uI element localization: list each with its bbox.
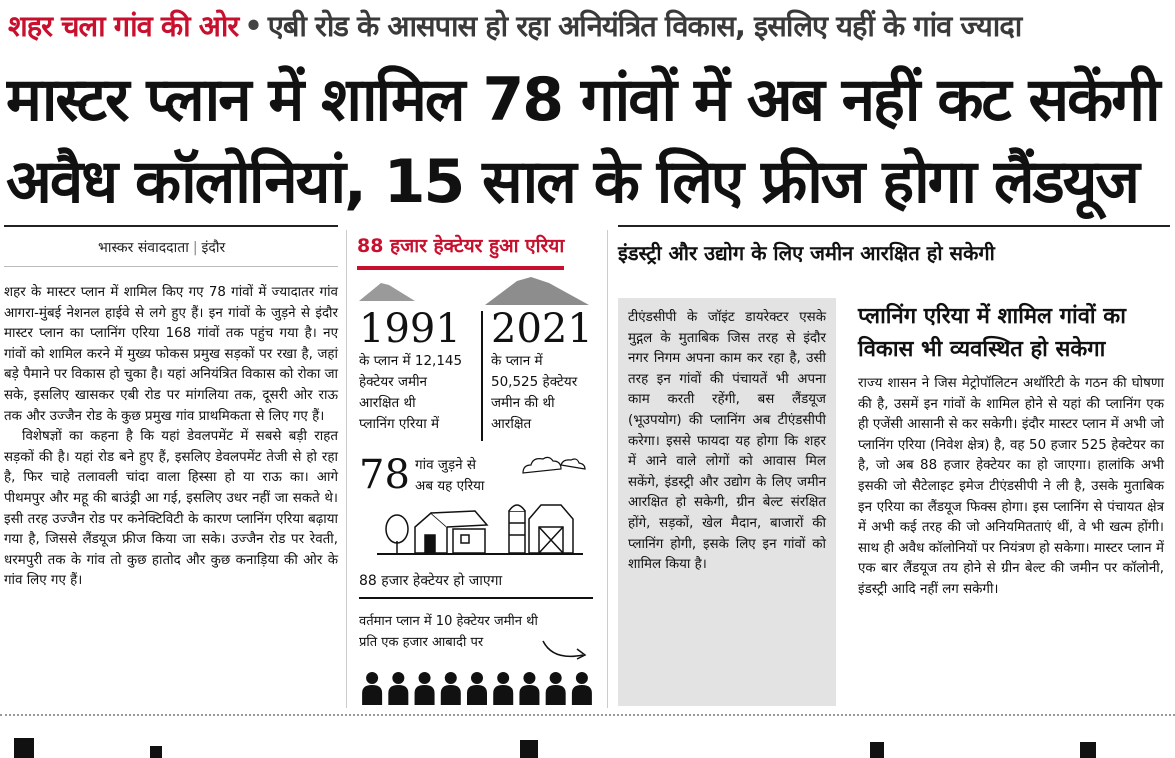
person-icon (362, 672, 382, 705)
column-separator-2 (607, 230, 608, 708)
article-column-1 (4, 283, 338, 592)
infographic-title-text: 88 हजार हेक्टेयर हुआ एरिया (357, 226, 564, 270)
article-paragraph-2: विशेषज्ञों का कहना है कि यहां डेवलपमेंट में सबसे बड़ी राहत सड़कों की है। यहां रोड बने हुए हैं, इसलिए डेवलपमेंट तेजी से हो रहा है, फिर चाहे तलावली चांदा वाला हिस्सा हो या राऊ का। आगे पीथमपुर और महू की बाउंड्री आ गई, इसलिए उधर नहीं जा सकते थे। इसी तरह उज्जैन रोड पर कनेक्टिविटी के कारण प्लानिंग एरिया बढ़ाया गया है, जिससे लैंडयूज फ्रीज किया जा सके। उज्जैन रोड पर रेवती, धरमपुरी तक के गांव तो कुछ हातोद और कुछ कनाड़िया की ओर के गांव लिए गए हैं। (4, 429, 338, 589)
bottom-dotted-rule (0, 714, 1175, 716)
year-1991-text-line: हेक्टेयर जमीन (359, 374, 428, 390)
divider-right (618, 225, 1170, 227)
year-2021-text-line: जमीन की थी (491, 395, 555, 411)
infographic-title (357, 226, 595, 272)
village-illustration (375, 489, 585, 559)
person-icon (519, 672, 539, 705)
year-1991-text-line: के प्लान में 12,145 (359, 353, 463, 369)
land-piles-illustration (357, 275, 595, 309)
person-icon (388, 672, 408, 705)
person-icon (546, 672, 566, 705)
byline-rule (4, 266, 338, 267)
article-paragraph-1: शहर के मास्टर प्लान में शामिल किए गए 78 गांवों में ज्यादातर गांव आगरा-मुंबई नेशनल हाईवे से लगे हुए हैं। इन गांवों के जुड़ने से इंदौर मास्टर प्लान का प्लानिंग एरिया 168 गांवों तक पहुंच गया है। नए गांवों को शामिल करने में मुख्य फोकस प्रमुख सड़कों पर रखा है, जहां बड़े पैमाने पर विकास हो चुका है। यहां अनियंत्रित विकास को रोका जा सके, इसलिए खासकर एबी रोड पर मांगलिया तक, दूसरी ओर राऊ तक और उज्जैन रोड के कुछ प्रमुख गांव प्राथमिकता से लिए गए हैं। (4, 285, 338, 424)
next-story-partial (0, 720, 1175, 758)
population-text-line: वर्तमान प्लान में 10 हेक्टेयर जमीन थी (359, 614, 538, 629)
year-1991-text-line: आरक्षित थी (359, 395, 416, 411)
villages-text-line: गांव जुड़ने से (415, 457, 477, 473)
kicker-text: एबी रोड के आसपास हो रहा अनियंत्रित विकास, इसलिए यहीं के गांव ज्यादा (267, 9, 1022, 43)
grey-column-text: टीएंडसीपी के जॉइंट डायरेक्टर एसके मुद्गल के मुताबिक जिस तरह से इंदौर नगर निगम अपना काम कर रहा है, उसी तरह इन गांवों की पंचायतें भी अपना काम करती रहेंगी, बस लैंडयूज (भूउपयोग) की प्लानिंग अब टीएंडसीपी करेगा। इससे फायदा यह होगा कि शहर में आने वाले लोगों को आवास मिल सकेंगे, इंडस्ट्री और उद्योग के लिए जमीन आरक्षित हो सकेगी, ग्रीन बेल्ट संरक्षित होंगे, सड़कों, खेल मैदान, बाजारों की प्लानिंग होगी, इसके लिए इन गांवों को शामिल किया है। (628, 310, 826, 573)
tree-icon (386, 515, 408, 553)
year-divider (481, 311, 483, 441)
people-icons-row (359, 671, 595, 705)
infographic-rule (359, 597, 593, 599)
headline-line-2: अवैध कॉलोनियां, 15 साल के लिए फ्रीज होगा लैंडयूज (6, 147, 1138, 217)
small-pile-icon (359, 283, 415, 301)
kicker-label: शहर चला गांव की ओर (8, 9, 239, 43)
year-2021-text-line: आरक्षित (491, 416, 532, 432)
population-text-line: प्रति एक हजार आबादी पर (359, 635, 484, 650)
year-2021-text (491, 351, 595, 435)
person-icon (441, 672, 461, 705)
clouds-icon (517, 451, 593, 481)
year-2021-text-line: 50,525 हेक्टेयर (491, 374, 578, 390)
kicker-bullet: • (244, 9, 262, 43)
year-2021-text-line: के प्लान में (491, 353, 543, 369)
article-column-4-text: राज्य शासन ने जिस मेट्रोपॉलिटन अथॉरिटी के गठन की घोषणा की है, उसमें इन गांवों के शामिल होने से यहां की प्लानिंग एक ही एजेंसी आसानी से कर सकेगी। इंदौर मास्टर प्लान में अभी जो प्लानिंग एरिया (निवेश क्षेत्र) है, वह 50 हजार 525 हेक्टेयर का है, जो अब 88 हजार हेक्टेयर का हो जाएगा। हालांकि अभी इसकी जो सैटेलाइट इमेज टीएंडसीपी ने ली है, उसके मुताबिक इन एरिया का लैंडयूज फिक्स होगा। इस प्लानिंग से पंचायत क्षेत्र में अभी कई तरह की जो अनियमितताएं थीं, वे भी खत्म होंगी। साथ ही अवैध कॉलोनियों पर नियंत्रण हो सकेगा। मास्टर प्लान में एक बार लैंडयूज तय होने से ग्रीन बेल्ट की जमीन पर कॉलोनी, इंडस्ट्री आदि नहीं लग सकेगी। (858, 376, 1164, 597)
area-text: 88 हजार हेक्टेयर हो जाएगा (359, 573, 503, 589)
year-1991-text-line: प्लानिंग एरिया में (359, 416, 440, 432)
column-separator-1 (346, 230, 347, 708)
subheading: प्लानिंग एरिया में शामिल गांवों का विकास भी व्यवस्थित हो सकेगा (858, 304, 1126, 362)
byline-city: इंदौर (201, 240, 226, 256)
barn-icon (529, 505, 573, 553)
person-icon (467, 672, 487, 705)
headline-line-1: मास्टर प्लान में शामिल 78 गांवों में अब नहीं कट सकेंगी (6, 65, 1159, 135)
person-icon (572, 672, 592, 705)
year-1991-text (359, 351, 479, 435)
person-icon (415, 672, 435, 705)
year-2021: 2021 (491, 306, 593, 352)
villages-text-line: अब यह एरिया (415, 478, 485, 494)
large-pile-icon (485, 277, 589, 305)
byline (98, 238, 225, 257)
villages-number: 78 (359, 452, 410, 498)
divider-left (4, 225, 338, 227)
year-1991: 1991 (359, 306, 461, 352)
silo-icon (509, 505, 525, 553)
grey-column-box (618, 298, 836, 706)
house-icon (415, 511, 487, 553)
person-icon (493, 672, 513, 705)
byline-separator: | (192, 240, 198, 256)
kicker-line (8, 4, 1168, 48)
industry-section-title: इंडस्ट्री और उद्योग के लिए जमीन आरक्षित हो सकेगी (618, 241, 995, 265)
infographic (357, 275, 595, 705)
byline-reporter: भास्कर संवाददाता (98, 240, 189, 256)
arrow-icon (539, 637, 589, 661)
article-column-4 (858, 374, 1164, 601)
